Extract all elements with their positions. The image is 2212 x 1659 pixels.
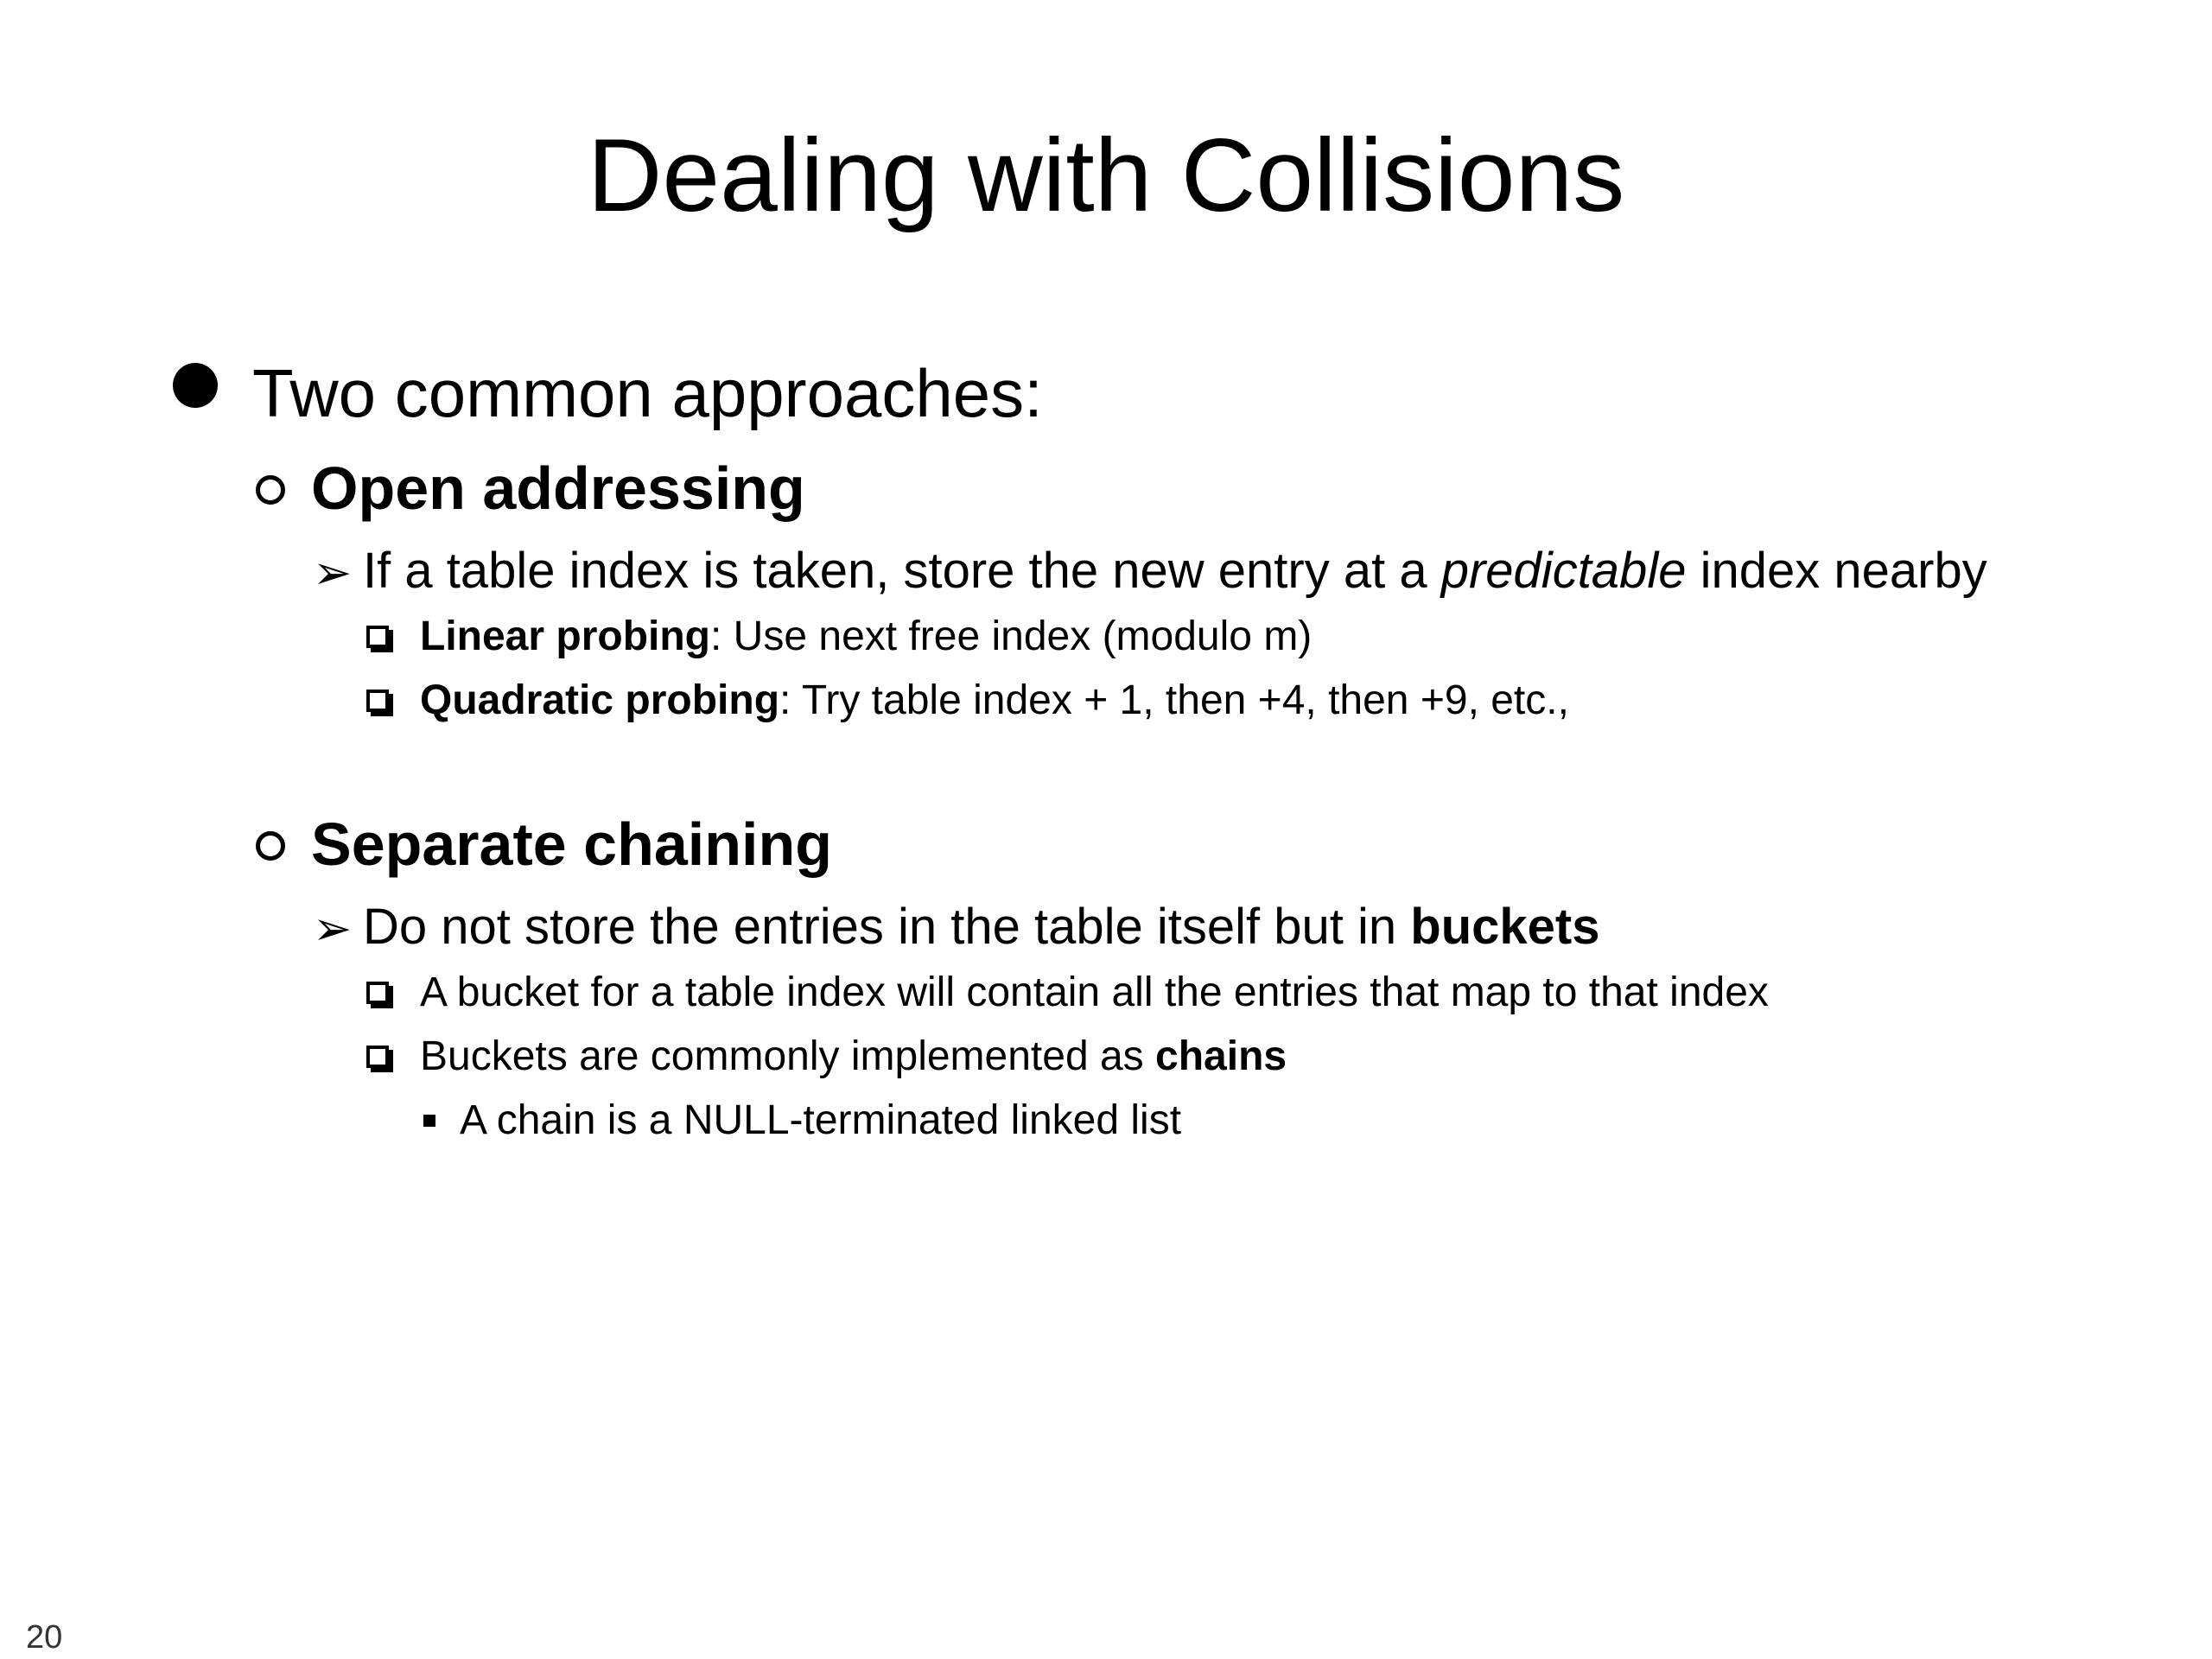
slide-title: Dealing with Collisions bbox=[587, 118, 1625, 233]
open-addressing-heading: Open addressing bbox=[311, 454, 805, 522]
separate-chaining-point-bold: buckets bbox=[1410, 899, 1600, 955]
square-bullet-icon bbox=[366, 982, 389, 1004]
arrow-bullet-icon: ➢ bbox=[313, 547, 353, 599]
filled-circle-bullet-icon bbox=[173, 363, 218, 408]
quadratic-probing-text: : Try table index + 1, then +4, then +9, etc., bbox=[779, 677, 1569, 723]
linear-probing-term: Linear probing bbox=[420, 613, 710, 659]
open-addressing-point-emphasis: predictable bbox=[1440, 543, 1687, 599]
open-addressing-point-before: If a table index is taken, store the new entry at a bbox=[363, 543, 1441, 599]
open-addressing-point-after: index nearby bbox=[1686, 543, 1987, 599]
page-number: 20 bbox=[26, 1619, 63, 1656]
intro-text: Two common approaches: bbox=[252, 355, 1043, 431]
arrow-bullet-icon: ➢ bbox=[313, 903, 353, 955]
quadratic-probing-item bbox=[420, 674, 1569, 728]
open-addressing-point bbox=[363, 539, 1987, 603]
chain-definition: A chain is a NULL-terminated linked list bbox=[460, 1097, 1182, 1143]
separate-chaining-heading: Separate chaining bbox=[311, 810, 832, 878]
buckets-implementation bbox=[420, 1030, 1287, 1084]
bucket-definition: A bucket for a table index will contain all the entries that map to that index bbox=[420, 969, 1769, 1015]
hollow-circle-bullet-icon bbox=[256, 831, 285, 861]
linear-probing-item bbox=[420, 610, 1312, 664]
linear-probing-text: : Use next free index (modulo m) bbox=[710, 613, 1313, 659]
square-bullet-icon bbox=[366, 1046, 389, 1068]
separate-chaining-point bbox=[363, 895, 1599, 959]
quadratic-probing-term: Quadratic probing bbox=[420, 677, 780, 723]
square-bullet-icon bbox=[366, 690, 389, 712]
small-square-bullet-icon bbox=[423, 1115, 435, 1127]
buckets-implementation-bold: chains bbox=[1155, 1033, 1287, 1079]
separate-chaining-point-before: Do not store the entries in the table itself but in bbox=[363, 899, 1411, 955]
hollow-circle-bullet-icon bbox=[256, 475, 285, 505]
square-bullet-icon bbox=[366, 626, 389, 648]
buckets-implementation-before: Buckets are commonly implemented as bbox=[420, 1033, 1156, 1079]
